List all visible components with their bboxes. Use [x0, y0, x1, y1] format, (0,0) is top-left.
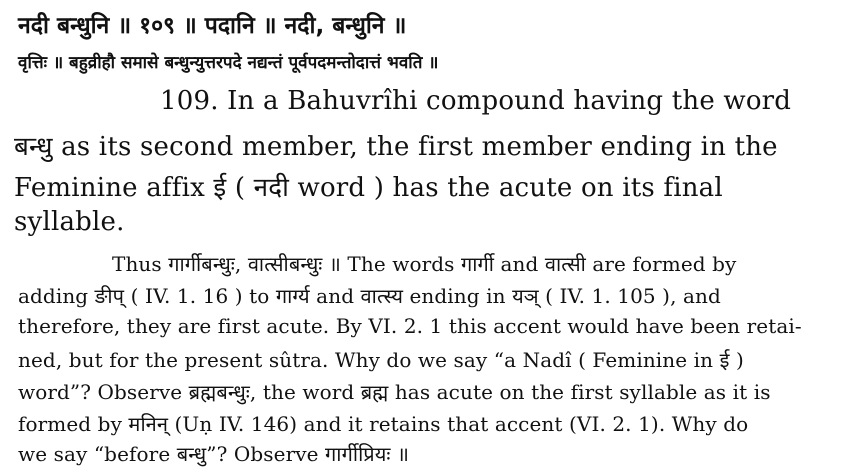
commentary-line-1: Thus गार्गीबन्धुः, वात्सीबन्धुः ॥ The words गार्गी and वात्सी are formed by	[112, 252, 737, 276]
vritti-line: वृत्तिः ॥ बहुव्रीहौ समासे बन्धुन्युत्तरपदे नद्यन्तं पूर्वपदमन्तोदात्तं भवति ॥	[18, 53, 439, 73]
translation-line-3: Feminine affix ई ( नदी word ) has the acute on its final	[14, 173, 723, 203]
translation-line-2: बन्धु as its second member, the first member ending in the	[14, 132, 778, 162]
commentary-line-5: word”? Observe ब्रह्मबन्धुः, the word ब्रह्म has acute on the first syllable as it is	[18, 380, 771, 404]
commentary-line-6: formed by मनिन् (Uṇ IV. 146) and it retains that accent (VI. 2. 1). Why do	[18, 412, 749, 436]
translation-line-1: 109. In a Bahuvrîhi compound having the word	[160, 86, 792, 116]
translation-line-4: syllable.	[14, 207, 125, 237]
commentary-line-2: adding ङीप् ( IV. 1. 16 ) to गार्ग्य and वात्स्य ending in यञ् ( IV. 1. 105 ), and	[18, 284, 721, 308]
commentary-line-4: ned, but for the present sûtra. Why do we say “a Nadî ( Feminine in ई )	[18, 348, 744, 372]
commentary-line-3: therefore, they are first acute. By VI. 2. 1 this accent would have been retai-	[18, 314, 802, 338]
commentary-line-7: we say “before बन्धु”? Observe गार्गीप्रियः ॥	[18, 442, 410, 466]
sutra-header: नदी बन्धुनि ॥ १०९ ॥ पदानि ॥ नदी, बन्धुनि ॥	[18, 13, 407, 39]
